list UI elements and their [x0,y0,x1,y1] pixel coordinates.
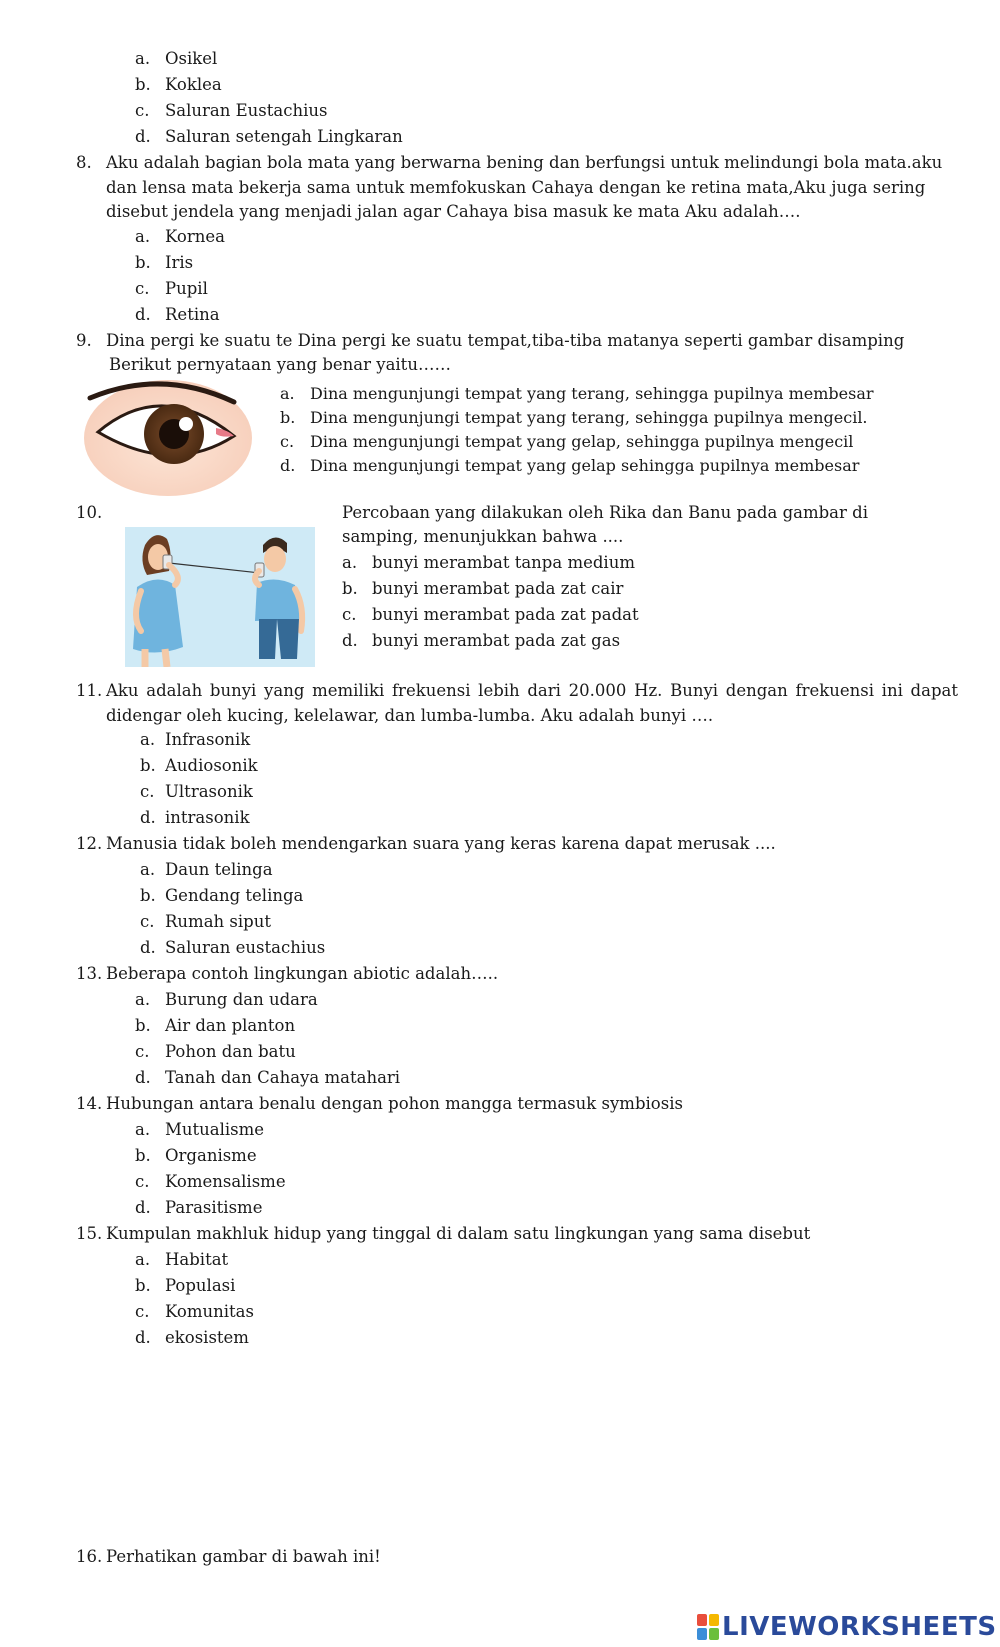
q16-text: Perhatikan gambar di bawah ini! [106,1547,381,1566]
q10-option-text: bunyi merambat tanpa medium [372,553,635,572]
q10-option-text: bunyi merambat pada zat cair [372,579,624,598]
q10-number: 10. [76,503,103,522]
q15-option-text: ekosistem [165,1328,249,1347]
q12-option-letter: a. [140,860,156,879]
q13-option-text: Tanah dan Cahaya matahari [165,1068,401,1087]
q13-option-text: Air dan planton [165,1016,296,1035]
q12-option-letter: d. [140,938,156,957]
q10-text-line2: samping, menunjukkan bahwa .... [342,527,624,546]
q14-option-text: Komensalisme [165,1172,286,1191]
q9-option-letter: a. [280,384,295,403]
q12-option-text: Gendang telinga [165,886,304,905]
q14-option-letter: d. [135,1198,151,1217]
q13-option-letter: c. [135,1042,150,1061]
q15-option-letter: a. [135,1250,151,1269]
q11-option-text: Audiosonik [165,756,258,775]
q9-number: 9. [76,331,92,350]
q10-option-text: bunyi merambat pada zat padat [372,605,639,624]
q8-option-letter: a. [135,227,151,246]
liveworksheets-logo[interactable] [697,1612,997,1642]
q15-option-text: Komunitas [165,1302,254,1321]
q10-option-letter: c. [342,605,357,624]
q15-option-text: Habitat [165,1250,229,1269]
q12-option-letter: b. [140,886,156,905]
q14-text: Hubungan antara benalu dengan pohon mangga termasuk symbiosis [106,1094,683,1113]
q7-option-text: Saluran Eustachius [165,101,328,120]
q10-option-letter: a. [342,553,358,572]
q9-option-letter: b. [280,408,296,427]
q10-option-letter: b. [342,579,358,598]
q13-number: 13. [76,964,103,983]
q14-option-text: Mutualisme [165,1120,265,1139]
q16-number: 16. [76,1547,103,1566]
logo-square-yellow [709,1614,719,1626]
q13-option-letter: b. [135,1016,151,1035]
logo-text: LIVEWORKSHEETS [722,1612,997,1642]
q12-option-letter: c. [140,912,155,931]
q13-text: Beberapa contoh lingkungan abiotic adalah….. [106,964,499,983]
q14-option-text: Parasitisme [165,1198,263,1217]
q10-option-letter: d. [342,631,358,650]
logo-grid-icon [697,1614,719,1640]
q11-option-letter: a. [140,730,156,749]
q14-number: 14. [76,1094,103,1113]
q8-option-text: Pupil [165,279,208,298]
q10-option-text: bunyi merambat pada zat gas [372,631,621,650]
q13-option-text: Burung dan udara [165,990,318,1009]
q15-option-letter: c. [135,1302,150,1321]
q8-option-text: Iris [165,253,194,272]
q8-text: Aku adalah bagian bola mata yang berwarna bening dan berfungsi untuk melindungi bola mata.aku dan lensa mata bekerja sama untuk memfokuskan Cahaya dengan ke retina mata,Aku juga sering disebut jendela yang menjadi jalan agar Cahaya bisa masuk ke mata Aku adalah…. [106,153,943,221]
q12-option-text: Rumah siput [165,912,271,931]
q11-option-text: Infrasonik [165,730,251,749]
q9-option-text: Dina mengunjungi tempat yang terang, sehingga pupilnya membesar [310,384,874,403]
q12-number: 12. [76,834,103,853]
q8-option-text: Retina [165,305,220,324]
q7-option-letter: c. [135,101,150,120]
q15-option-letter: d. [135,1328,151,1347]
q11-number: 11. [76,681,103,700]
q15-text: Kumpulan makhluk hidup yang tinggal di dalam satu lingkungan yang sama disebut [106,1224,811,1243]
logo-square-green [709,1628,719,1640]
q9-text-line1: Dina pergi ke suatu te Dina pergi ke suatu tempat,tiba-tiba matanya seperti gambar disamping [106,331,905,350]
q12-option-text: Saluran eustachius [165,938,326,957]
q12-option-text: Daun telinga [165,860,273,879]
q9-option-letter: c. [280,432,295,451]
q14-option-letter: c. [135,1172,150,1191]
q14-option-text: Organisme [165,1146,257,1165]
q15-option-letter: b. [135,1276,151,1295]
q7-option-text: Osikel [165,49,218,68]
q11-option-letter: d. [140,808,156,827]
eye-image [82,372,254,498]
q8-option-text: Kornea [165,227,225,246]
q7-option-text: Saluran setengah Lingkaran [165,127,403,146]
q9-text-line2: Berikut pernyataan yang benar yaitu…… [109,355,451,374]
logo-square-red [697,1614,707,1626]
q14-option-letter: b. [135,1146,151,1165]
q11-option-letter: b. [140,756,156,775]
logo-square-blue [697,1628,707,1640]
q7-option-letter: b. [135,75,151,94]
q9-option-text: Dina mengunjungi tempat yang gelap, sehingga pupilnya mengecil [310,432,854,451]
q10-text-line1: Percobaan yang dilakukan oleh Rika dan Banu pada gambar di [342,503,868,522]
q11-option-text: Ultrasonik [165,782,253,801]
q9-option-text: Dina mengunjungi tempat yang gelap sehingga pupilnya membesar [310,456,860,475]
q7-option-text: Koklea [165,75,222,94]
q13-option-letter: a. [135,990,151,1009]
q9-option-text: Dina mengunjungi tempat yang terang, sehingga pupilnya mengecil. [310,408,868,427]
q12-text: Manusia tidak boleh mendengarkan suara yang keras karena dapat merusak .... [106,834,776,853]
q11-option-letter: c. [140,782,155,801]
q8-number: 8. [76,153,92,172]
q11-text: Aku adalah bunyi yang memiliki frekuensi lebih dari 20.000 Hz. Bunyi dengan frekuensi ini dapat didengar oleh kucing, kelelawar, dan lumba-lumba. Aku adalah bunyi …. [106,681,958,725]
q13-option-text: Pohon dan batu [165,1042,296,1061]
q14-option-letter: a. [135,1120,151,1139]
q8-option-letter: b. [135,253,151,272]
q7-option-letter: d. [135,127,151,146]
q8-option-letter: d. [135,305,151,324]
q13-option-letter: d. [135,1068,151,1087]
q8-option-letter: c. [135,279,150,298]
q11-option-text: intrasonik [165,808,250,827]
string-telephone-image [125,527,315,667]
q9-option-letter: d. [280,456,296,475]
q7-option-letter: a. [135,49,151,68]
q15-option-text: Populasi [165,1276,236,1295]
q15-number: 15. [76,1224,103,1243]
